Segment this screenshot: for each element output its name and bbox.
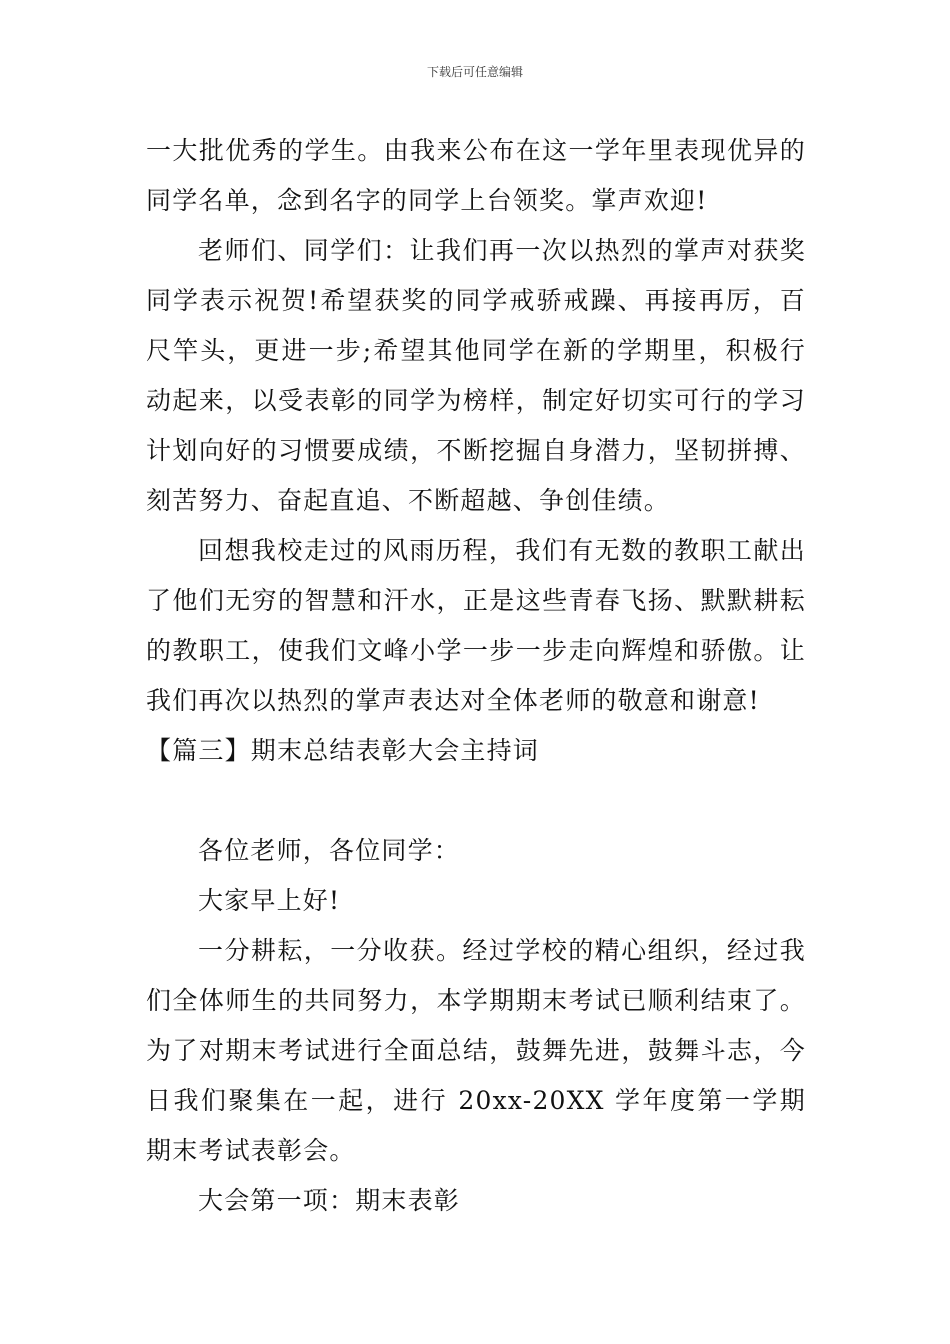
document-body — [146, 126, 806, 1226]
paragraph-greeting-address: 各位老师，各位同学： — [198, 836, 461, 865]
paragraph-exam-summary: 一分耕耘，一分收获。经过学校的精心组织，经过我们全体师生的共同努力，本学期期末考试已顺利结束了。为了对期末考试进行全面总结，鼓舞先进，鼓舞斗志，今日我们聚集在一起，进行 20xx-20XX 学年度第一学期期末考试表彰会。 — [146, 936, 806, 1165]
paragraph-good-morning: 大家早上好! — [198, 886, 341, 915]
paragraph-agenda-item-one: 大会第一项：期末表彰 — [198, 1186, 461, 1215]
paragraph-award-list: 一大批优秀的学生。由我来公布在这一学年里表现优异的同学名单，念到名字的同学上台领奖。掌声欢迎! — [146, 136, 806, 215]
section-heading: 【篇三】期末总结表彰大会主持词 — [146, 736, 540, 765]
blank-line — [146, 776, 806, 826]
paragraph-congratulations: 老师们、同学们：让我们再一次以热烈的掌声对获奖同学表示祝贺!希望获奖的同学戒骄戒躁、再接再厉，百尺竿头，更进一步;希望其他同学在新的学期里，积极行动起来，以受表彰的同学为榜样，制定好切实可行的学习计划向好的习惯要成绩，不断挖掘自身潜力，坚韧拼搏、刻苦努力、奋起直追、不断超越、争创佳绩。 — [146, 236, 806, 515]
page-header: 下载后可任意编辑 — [426, 65, 523, 79]
paragraph-teachers-thanks: 回想我校走过的风雨历程，我们有无数的教职工献出了他们无穷的智慧和汗水，正是这些青春飞扬、默默耕耘的教职工，使我们文峰小学一步一步走向辉煌和骄傲。让我们再次以热烈的掌声表达对全体老师的敬意和谢意! — [146, 536, 806, 715]
